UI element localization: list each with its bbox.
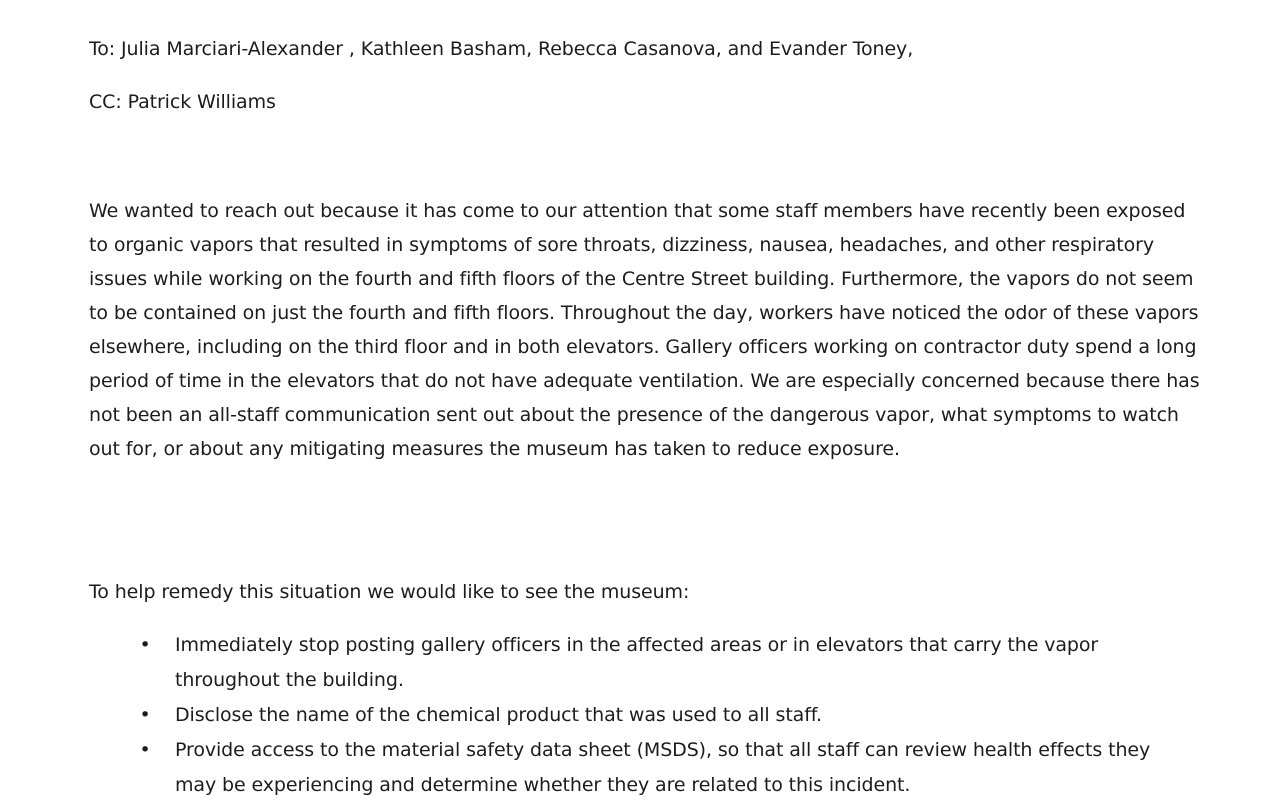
request-text: Provide access to the material safety data sheet (MSDS), so that all staff can review health effects they may be experiencing and determine whether they are related to this incident.: [175, 739, 1151, 796]
requests-intro: To help remedy this situation we would like to see the museum:: [89, 581, 690, 603]
body-paragraph: We wanted to reach out because it has come to our attention that some staff members have recently been exposed to organic vapors that resulted in symptoms of sore throats, dizziness, nausea, headaches, and other respiratory issues while working on the fourth and fifth floors of the Centre Street building. Furthermore, the vapors do not seem to be contained on just the fourth and fifth floors. Throughout the day, workers have noticed the odor of these vapors elsewhere, including on the third floor and in both elevators. Gallery officers working on contractor duty spend a long period of time in the elevators that do not have adequate ventilation. We are especially concerned because there has not been an all-staff communication sent out about the presence of the dangerous vapor, what symptoms to watch out for, or about any mitigating measures the museum has taken to reduce exposure.: [89, 200, 1200, 460]
bullet-icon: •: [139, 739, 151, 761]
request-item: [89, 698, 1175, 733]
request-text: Immediately stop posting gallery officers in the affected areas or in elevators that carry the vapor throughout the building.: [175, 634, 1099, 691]
request-item: [89, 733, 1175, 803]
request-text: Disclose the name of the chemical product that was used to all staff.: [175, 704, 822, 726]
requests-list: [89, 628, 1219, 803]
request-item: [89, 628, 1175, 698]
bullet-icon: •: [139, 634, 151, 656]
bullet-icon: •: [139, 704, 151, 726]
to-recipients-line: To: Julia Marciari-Alexander , Kathleen Basham, Rebecca Casanova, and Evander Toney,: [89, 38, 914, 60]
cc-recipients-line: CC: Patrick Williams: [89, 91, 276, 113]
